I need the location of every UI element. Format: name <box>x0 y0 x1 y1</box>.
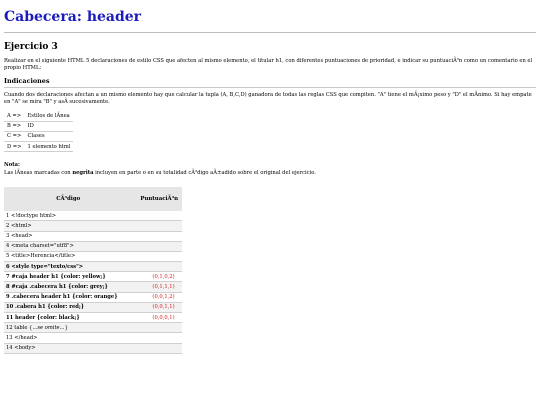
specificity-desc: 1 elemento html <box>25 141 74 151</box>
score-cell <box>132 333 182 343</box>
code-row <box>4 323 182 333</box>
code-cell: 1 <!doctype html> <box>4 211 132 221</box>
code-row <box>4 292 182 302</box>
code-row <box>4 333 182 343</box>
note-text-after: incluyen en parte o en su totalidad cÃ³digo aÃ±adido sobre el original del ejercicio. <box>93 170 316 177</box>
specificity-key: A => <box>4 111 25 121</box>
code-cell: 11 header {color: black;} <box>4 313 132 323</box>
score-cell <box>132 262 182 272</box>
score-cell: (0,0,0,1) <box>132 313 182 323</box>
specificity-key: C => <box>4 131 25 141</box>
code-cell: 3 <head> <box>4 231 132 241</box>
page-title: Cabecera: header <box>4 9 142 25</box>
score-cell: (0,1,0,2) <box>132 272 182 282</box>
specificity-key: B => <box>4 121 25 131</box>
code-cell: 9 .cabecera header h1 {color: orange} <box>4 292 132 302</box>
note-bold-word: negrita <box>72 170 94 177</box>
code-row <box>4 313 182 323</box>
code-cell: 10 .cabera h1 {color: red;} <box>4 302 132 312</box>
code-cell: 5 <title>Herencia</title> <box>4 251 132 261</box>
indications-heading: Indicaciones <box>4 77 50 86</box>
code-cell: 8 #caja .cabecera h1 {color: grey;} <box>4 282 132 292</box>
score-cell <box>132 343 182 353</box>
code-cell: 13 </head> <box>4 333 132 343</box>
code-cell: 14 <body> <box>4 343 132 353</box>
code-table-header <box>4 187 182 211</box>
score-column-header: PuntuaciÃ³n <box>132 187 182 211</box>
specificity-desc: ID <box>25 121 74 131</box>
code-text-italic: ...se omite... <box>32 324 65 331</box>
code-row <box>4 262 182 272</box>
code-row <box>4 241 182 251</box>
indications-text: Cuando dos declaraciones afectan a un mismo elemento hay que calcular la tupla (A, B,C,D) ganadora de todas las reglas CSS que compiten. "A" tiene el mÃ¡ximo peso y "D" el mÃnimo. Si hay empate en "A" se mira "B" y asÃ sucesivamente. <box>4 92 532 105</box>
code-row <box>4 343 182 353</box>
score-cell <box>132 231 182 241</box>
code-text-pre: 12 table { <box>6 324 33 331</box>
code-row <box>4 251 182 261</box>
score-cell: (0,0,1,1) <box>132 302 182 312</box>
exercise-heading: Ejercicio 3 <box>4 42 58 52</box>
exercise-intro: Realizar en el siguiente HTML 5 declaraciones de estilo CSS que afecten al mismo elemento, el titular h1, con diferentes puntuaciones de prioridad, e indicar su puntuaciÃ³n como un comentario en el propio HTML: <box>4 58 533 71</box>
code-cell <box>4 323 132 333</box>
score-cell: (0,0,1,2) <box>132 292 182 302</box>
code-cell: 6 <style type="texto/css"> <box>4 262 132 272</box>
score-cell <box>132 323 182 333</box>
code-cell: 4 <meta charset="utf8"> <box>4 241 132 251</box>
code-text-post: } <box>64 324 68 331</box>
score-cell <box>132 211 182 221</box>
code-cell: 7 #caja header h1 {color: yellow;} <box>4 272 132 282</box>
specificity-desc: Estilos de lÃnea <box>25 111 74 121</box>
specificity-row <box>4 131 73 141</box>
code-row <box>4 302 182 312</box>
title-divider <box>4 32 536 33</box>
score-cell <box>132 251 182 261</box>
note-text <box>4 170 536 177</box>
code-row <box>4 211 182 221</box>
specificity-row <box>4 141 73 151</box>
code-column-header: CÃ³digo <box>4 187 132 211</box>
specificity-row <box>4 121 73 131</box>
code-row <box>4 231 182 241</box>
code-row <box>4 221 182 231</box>
code-row <box>4 272 182 282</box>
code-row <box>4 282 182 292</box>
specificity-table <box>4 111 73 152</box>
specificity-key: D => <box>4 141 25 151</box>
code-cell: 2 <html> <box>4 221 132 231</box>
specificity-row <box>4 111 73 121</box>
specificity-desc: Clases <box>25 131 74 141</box>
note-heading: Nota: <box>4 162 20 169</box>
indications-divider <box>4 87 536 88</box>
score-cell: (0,1,1,1) <box>132 282 182 292</box>
score-cell <box>132 241 182 251</box>
code-table <box>4 187 182 354</box>
score-cell <box>132 221 182 231</box>
note-text-before: Las lÃneas marcadas con <box>4 170 73 177</box>
